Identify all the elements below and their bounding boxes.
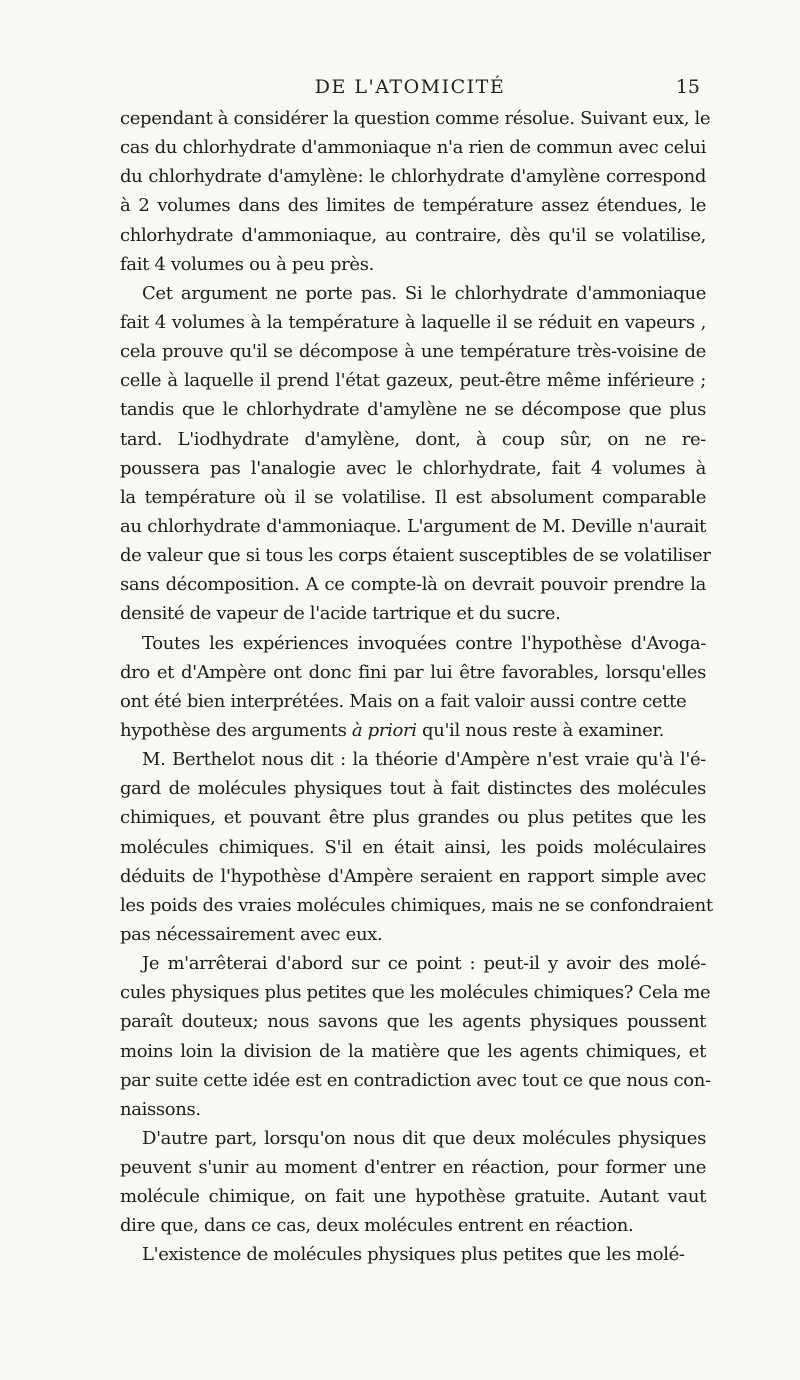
text-line: chlorhydrate d'ammoniaque, au contraire, dès qu'il se volatilise, xyxy=(120,224,706,246)
text-line: gard de molécules physiques tout à fait distinctes des molécules xyxy=(120,778,706,800)
text-line: au chlorhydrate d'ammoniaque. L'argument de M. Deville n'aurait xyxy=(120,515,706,537)
text-line: Cet argument ne porte pas. Si le chlorhydrate d'ammoniaque xyxy=(142,282,706,304)
text-line: celle à laquelle il prend l'état gazeux, peut-être même inférieure ; xyxy=(120,370,706,392)
text-line: de valeur que si tous les corps étaient susceptibles de se volatiliser xyxy=(120,545,711,567)
paragraph xyxy=(120,279,711,629)
text-line: tandis que le chlorhydrate d'amylène ne se décompose que plus xyxy=(120,399,706,421)
text-line: cela prouve qu'il se décompose à une température très-voisine de xyxy=(120,341,706,363)
paragraph xyxy=(120,629,706,716)
paragraph xyxy=(120,716,706,745)
emphasis-text: à priori xyxy=(351,719,417,741)
text-line: les poids des vraies molécules chimiques, mais ne se confondraient xyxy=(120,894,713,916)
text-line: peuvent s'unir au moment d'entrer en réaction, pour former une xyxy=(120,1157,706,1179)
text-line: fait 4 volumes ou à peu près. xyxy=(120,253,374,275)
text-line: tard. L'iodhydrate d'amylène, dont, à coup sûr, on ne re- xyxy=(120,428,706,450)
text-line: du chlorhydrate d'amylène: le chlorhydrate d'amylène correspond xyxy=(120,166,706,188)
text-line: sans décomposition. A ce compte-là on devrait pouvoir prendre la xyxy=(120,574,706,596)
text-line: M. Berthelot nous dit : la théorie d'Ampère n'est vraie qu'à l'é- xyxy=(142,749,706,771)
text-line: dro et d'Ampère ont donc fini par lui être favorables, lorsqu'elles xyxy=(120,661,706,683)
paragraph xyxy=(120,949,711,1124)
running-title: DE L'ATOMICITÉ xyxy=(314,76,506,98)
text-line: dire que, dans ce cas, deux molécules entrent en réaction. xyxy=(120,1215,634,1237)
text-line xyxy=(120,716,706,745)
text-line: chimiques, et pouvant être plus grandes ou plus petites que les xyxy=(120,807,706,829)
text-line: la température où il se volatilise. Il est absolument comparable xyxy=(120,486,706,508)
text-line: moins loin la division de la matière que les agents chimiques, et xyxy=(120,1040,706,1062)
text-line: fait 4 volumes à la température à laquelle il se réduit en vapeurs , xyxy=(120,311,706,333)
text-line: naissons. xyxy=(120,1098,201,1120)
text-line: molécules chimiques. S'il en était ainsi, les poids moléculaires xyxy=(120,836,706,858)
body-text xyxy=(120,104,713,1270)
paragraph xyxy=(120,1124,706,1241)
paragraph xyxy=(120,1240,706,1269)
text-run: hypothèse des arguments xyxy=(120,719,352,741)
page-number: 15 xyxy=(675,76,700,98)
text-line: cependant à considérer la question comme résolue. Suivant eux, le xyxy=(120,108,711,129)
text-line: Toutes les expériences invoquées contre l'hypothèse d'Avoga- xyxy=(142,632,706,654)
text-line: densité de vapeur de l'acide tartrique et du sucre. xyxy=(120,603,561,625)
text-line: paraît douteux; nous savons que les agents physiques poussent xyxy=(120,1011,706,1033)
text-line: poussera pas l'analogie avec le chlorhydrate, fait 4 volumes à xyxy=(120,457,706,479)
text-line: L'existence de molécules physiques plus petites que les molé- xyxy=(142,1244,685,1266)
paragraph xyxy=(120,104,711,279)
text-line: cas du chlorhydrate d'ammoniaque n'a rien de commun avec celui xyxy=(120,137,706,159)
text-line: Je m'arrêterai d'abord sur ce point : peut-il y avoir des molé- xyxy=(142,953,706,975)
text-line: déduits de l'hypothèse d'Ampère seraient en rapport simple avec xyxy=(120,865,706,887)
text-run: qu'il nous reste à examiner. xyxy=(416,719,665,741)
text-line: par suite cette idée est en contradiction avec tout ce que nous con- xyxy=(120,1069,711,1091)
text-line: pas nécessairement avec eux. xyxy=(120,923,383,945)
text-line: D'autre part, lorsqu'on nous dit que deux molécules physiques xyxy=(142,1127,706,1149)
text-line: molécule chimique, on fait une hypothèse gratuite. Autant vaut xyxy=(120,1186,706,1208)
running-head xyxy=(120,76,700,106)
text-line: cules physiques plus petites que les molécules chimiques? Cela me xyxy=(120,982,711,1004)
text-line: à 2 volumes dans des limites de température assez étendues, le xyxy=(120,195,706,217)
text-line: ont été bien interprétées. Mais on a fait valoir aussi contre cette xyxy=(120,690,687,712)
paragraph xyxy=(120,745,713,949)
